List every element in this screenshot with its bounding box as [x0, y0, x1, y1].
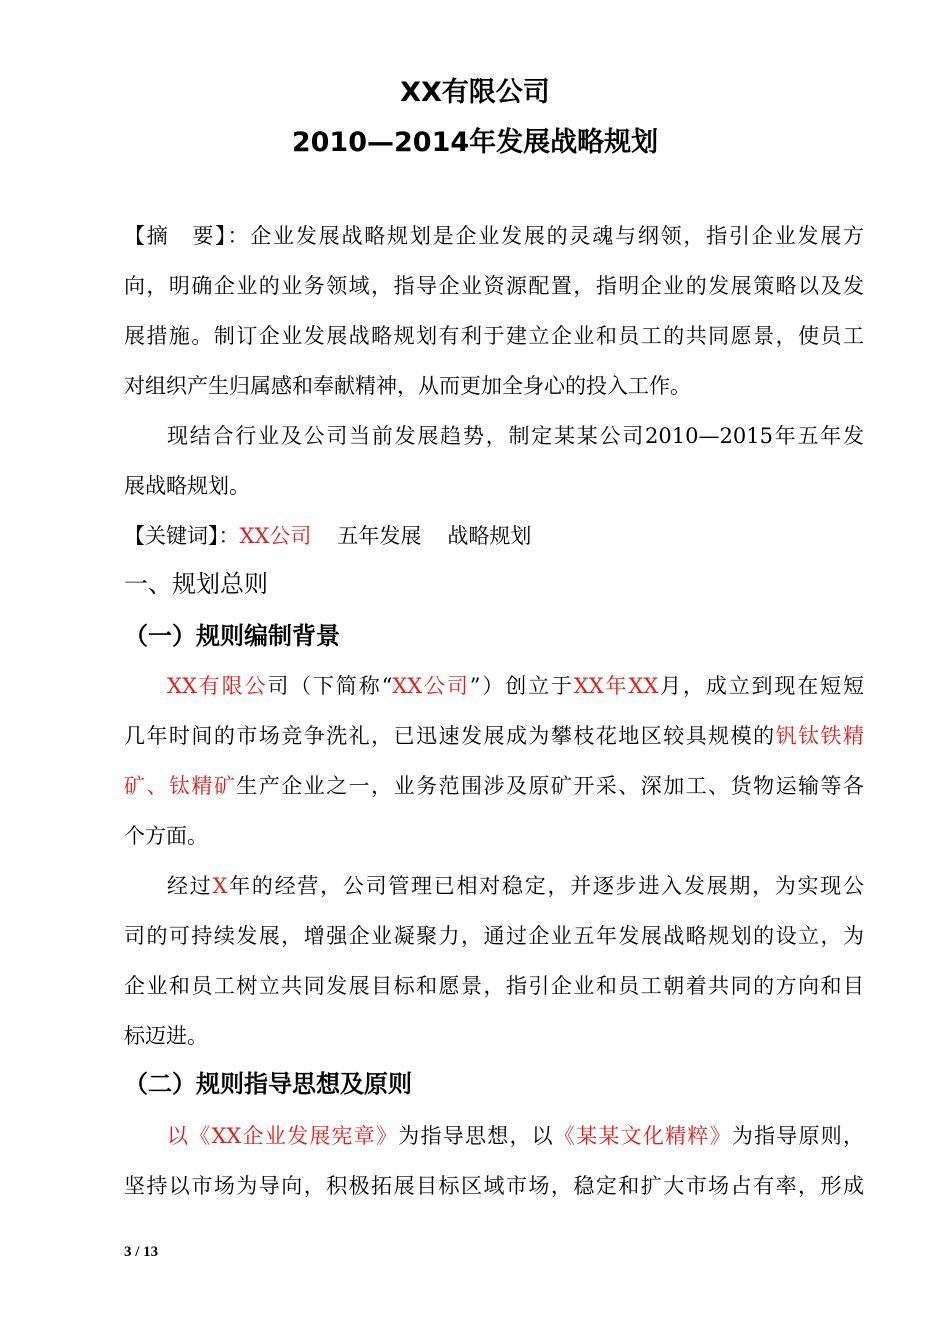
subsection-heading: （二）规则指导思想及原则 — [124, 1070, 412, 1098]
keyword: 五年发展 — [337, 524, 422, 548]
abstract-p2-line-2: 展战略规划。 — [124, 474, 250, 498]
page-number: 3 / 13 — [124, 1244, 159, 1260]
paragraph-line: 标迈进。 — [124, 1024, 208, 1048]
paragraph-line: 矿、钛精矿生产企业之一，业务范围涉及原矿开采、深加工、货物运输等各 — [124, 774, 864, 798]
paragraph-line: 坚持以市场为导向，积极拓展目标区域市场，稳定和扩大市场占有率，形成 — [124, 1174, 864, 1198]
section-heading: 一、规划总则 — [124, 570, 268, 598]
paragraph-line: XX有限公司（下简称“XX公司”）创立于XX年XX月，成立到现在短短 — [167, 674, 864, 698]
abstract-p2-line-1: 现结合行业及公司当前发展趋势，制定某某公司2010—2015年五年发 — [167, 424, 864, 448]
paragraph-line: 几年时间的市场竞争洗礼，已迅速发展成为攀枝花地区较具规模的钒钛铁精 — [124, 724, 864, 748]
paragraph-line: 经过X年的经营，公司管理已相对稳定，并逐步进入发展期，为实现公 — [167, 874, 865, 898]
abstract-line-1: 【摘 要】：企业发展战略规划是企业发展的灵魂与纲领，指引企业发展方 — [124, 224, 864, 248]
keyword: 战略规划 — [447, 524, 532, 548]
paragraph-line: 企业和员工树立共同发展目标和愿景，指引企业和员工朝着共同的方向和目 — [124, 974, 864, 998]
abstract-label: 【摘 要】 — [124, 224, 228, 248]
paragraph-line: 个方面。 — [124, 824, 208, 848]
abstract-line-3: 展措施。制订企业发展战略规划有利于建立企业和员工的共同愿景，使员工 — [124, 324, 864, 348]
paragraph-line: 以《XX企业发展宪章》为指导思想，以《某某文化精粹》为指导原则， — [167, 1124, 865, 1148]
subsection-heading: （一）规则编制背景 — [124, 622, 340, 650]
document-title: XX有限公司 — [400, 77, 550, 108]
keywords-label: 【关键词】 — [124, 524, 219, 548]
abstract-line-2: 向，明确企业的业务领域，指导企业资源配置，指明企业的发展策略以及发 — [124, 274, 864, 298]
keywords-line: 【关键词】：XX公司 五年发展 战略规划 — [124, 524, 532, 548]
abstract-line-4: 对组织产生归属感和奉献精神，从而更加全身心的投入工作。 — [124, 374, 691, 398]
paragraph-line: 司的可持续发展，增强企业凝聚力，通过企业五年发展战略规划的设立，为 — [124, 924, 864, 948]
keyword: XX公司 — [239, 524, 312, 548]
document-subtitle: 2010—2014年发展战略规划 — [291, 127, 659, 158]
